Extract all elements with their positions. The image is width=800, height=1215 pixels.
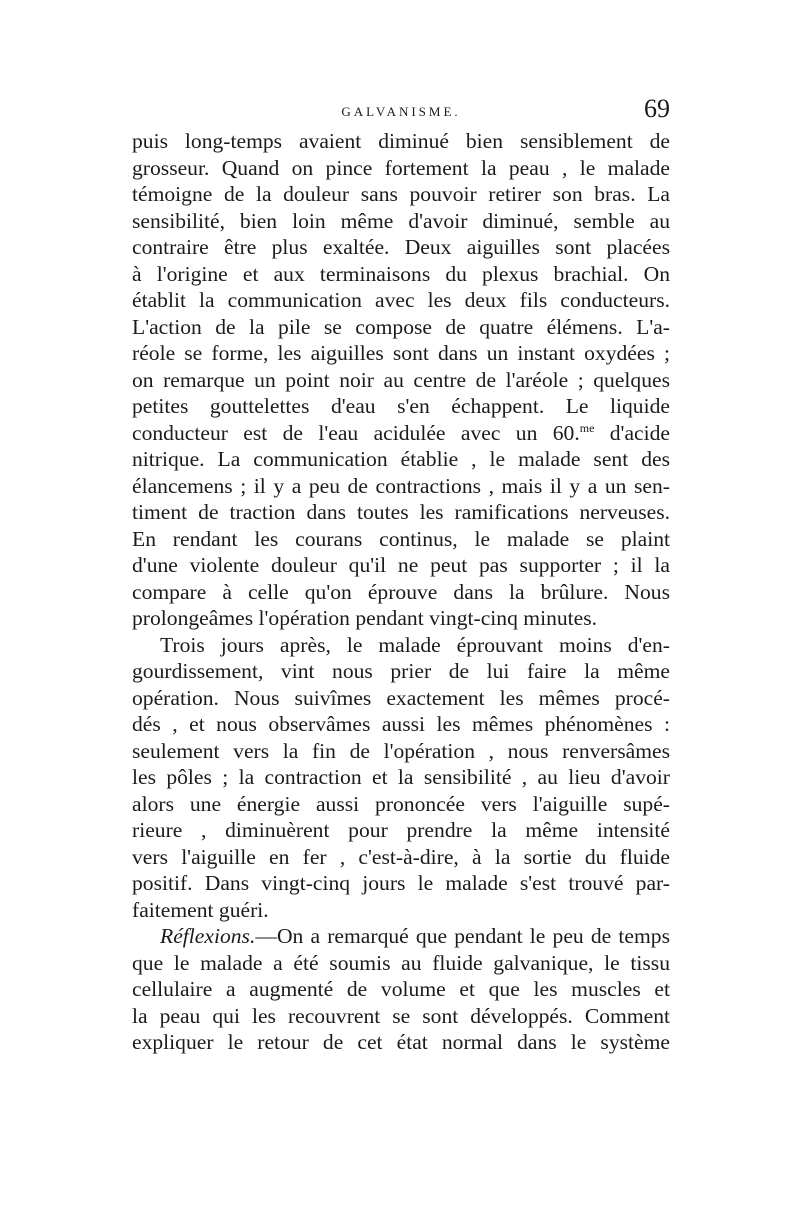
text-line: petites gouttelettes d'eau s'en échappent. Le liquide <box>132 394 670 418</box>
text-line: d'une violente douleur qu'il ne peut pas supporter ; il la <box>132 553 670 577</box>
text-line: puis long-temps avaient diminué bien sensiblement de <box>132 129 670 153</box>
page-number: 69 <box>644 94 670 123</box>
text-line: que le malade a été soumis au fluide galvanique, le tissu <box>132 950 670 975</box>
text-line: élancemens ; il y a peu de contractions , mais il y a un sen- <box>132 473 670 498</box>
text-line: alors une énergie aussi prononcée vers l'aiguille supé- <box>132 791 670 816</box>
text-line: Trois jours après, le malade éprouvant moins d'en- <box>160 632 670 657</box>
text-line: réole se forme, les aiguilles sont dans un instant oxydées ; <box>132 341 670 365</box>
text-line: sensibilité, bien loin même d'avoir diminué, semble au <box>132 208 670 233</box>
paragraph <box>132 128 670 632</box>
acid-line-after: d'acide <box>594 420 671 445</box>
text-line: gourdissement, vint nous prier de lui faire la même <box>132 659 670 683</box>
text-line: cellulaire a augmenté de volume et que les muscles et <box>132 977 670 1001</box>
body-text <box>132 128 670 1056</box>
reflexions-heading: Réflexions. <box>160 924 256 948</box>
text-line: timent de traction dans toutes les ramifications nerveuses. <box>132 500 670 524</box>
text-line: seulement vers la fin de l'opération , nous renversâmes <box>132 738 670 763</box>
text-line: prolongeâmes l'opération pendant vingt-cinq minutes. <box>132 606 598 630</box>
text-line: à l'origine et aux terminaisons du plexus brachial. On <box>132 261 670 286</box>
reflexions-lead-text: —On a remarqué que pendant le peu de temps <box>255 924 670 948</box>
text-line: grosseur. Quand on pince fortement la peau , le malade <box>132 155 670 180</box>
text-line: L'action de la pile se compose de quatre élémens. L'a- <box>132 314 670 339</box>
paragraph <box>132 632 670 924</box>
text-line: opération. Nous suivîmes exactement les mêmes procé- <box>132 685 670 710</box>
text-line-reflexions <box>132 923 670 950</box>
superscript: me <box>579 420 595 435</box>
paragraph <box>132 923 670 1056</box>
text-line: dés , et nous observâmes aussi les mêmes phénomènes : <box>132 712 670 736</box>
text-line: compare à celle qu'on éprouve dans la brûlure. Nous <box>132 579 670 604</box>
text-line: témoigne de la douleur sans pouvoir retirer son bras. La <box>132 182 670 206</box>
text-line: la peau qui les recouvrent se sont développés. Comment <box>132 1003 670 1028</box>
text-line: les pôles ; la contraction et la sensibilité , au lieu d'avoir <box>132 765 670 789</box>
text-line: vers l'aiguille en fer , c'est-à-dire, à la sortie du fluide <box>132 844 670 869</box>
text-line: contraire être plus exaltée. Deux aiguilles sont placées <box>132 235 670 259</box>
text-line-acid <box>132 420 670 447</box>
book-page <box>132 94 670 1056</box>
acid-line-before: conducteur est de l'eau acidulée avec un 60. <box>132 420 580 445</box>
text-line: établit la communication avec les deux fils conducteurs. <box>132 288 670 312</box>
text-line: positif. Dans vingt-cinq jours le malade s'est trouvé par- <box>132 871 670 895</box>
text-line: expliquer le retour de cet état normal dans le système <box>132 1030 670 1054</box>
text-line: rieure , diminuèrent pour prendre la même intensité <box>132 818 670 842</box>
running-head <box>132 94 670 128</box>
text-line: En rendant les courans continus, le malade se plaint <box>132 526 670 551</box>
text-line: faitement guéri. <box>132 897 269 922</box>
running-title: GALVANISME. <box>341 104 461 119</box>
text-line: nitrique. La communication établie , le malade sent des <box>132 447 670 471</box>
text-line: on remarque un point noir au centre de l'aréole ; quelques <box>132 367 670 392</box>
